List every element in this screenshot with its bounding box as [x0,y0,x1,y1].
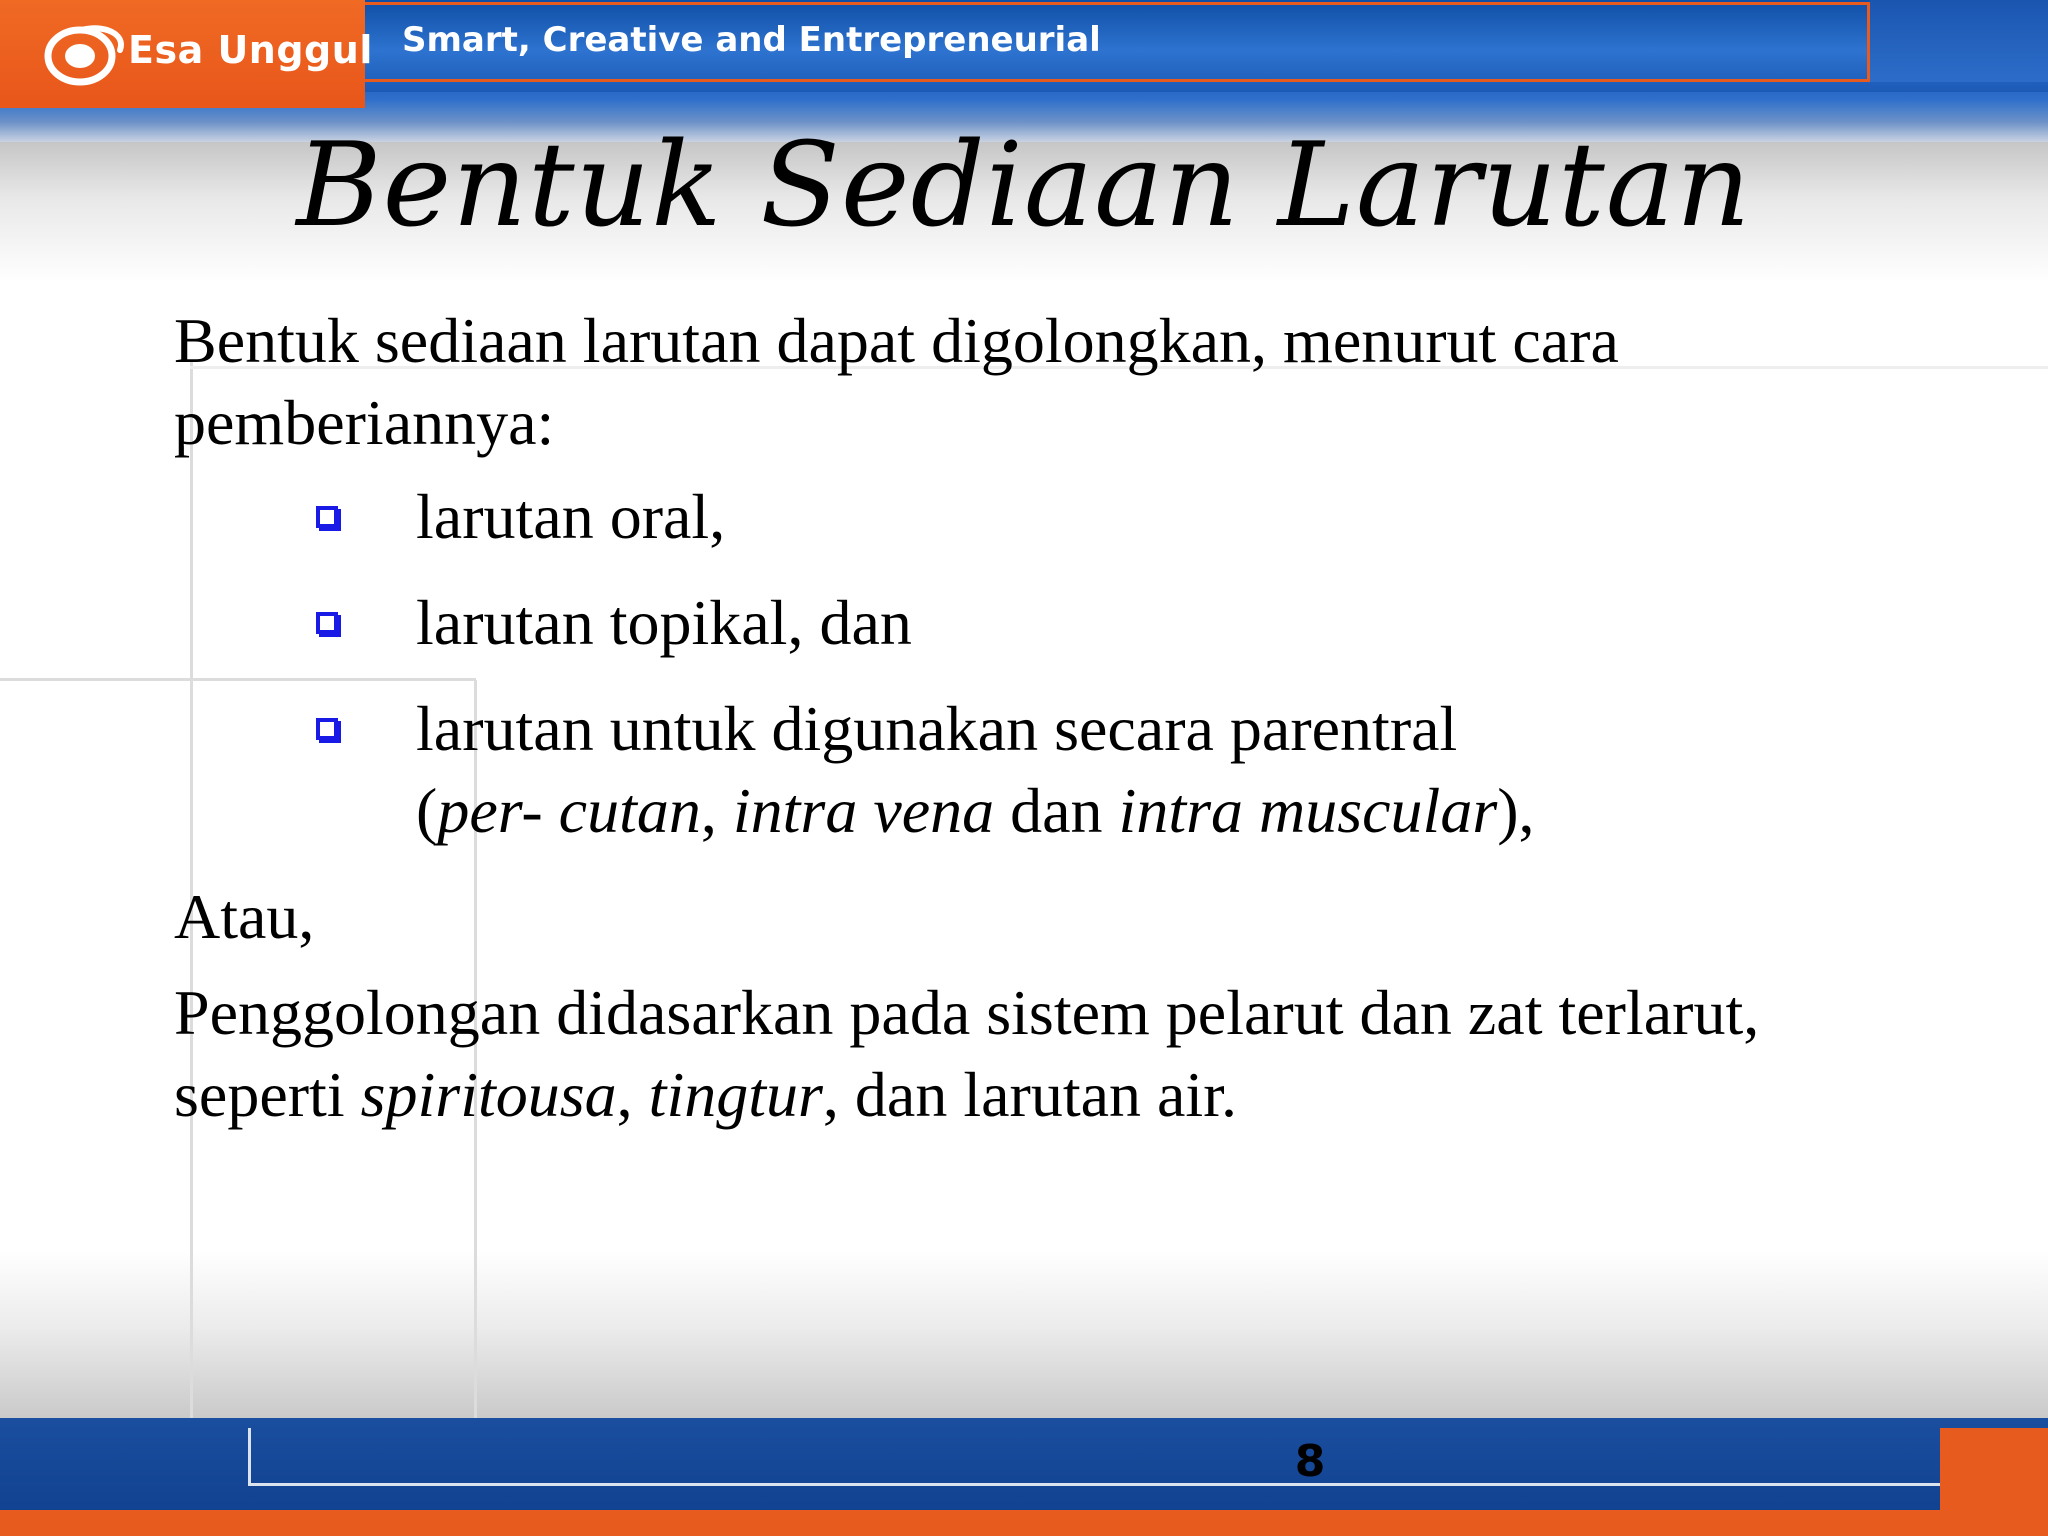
term-per-cutan: per- cutan [437,775,701,846]
university-logo [0,0,373,108]
closing-text: Penggolongan didasarkan pada sistem pelarut dan zat terlarut, seperti [174,977,1760,1130]
slide-title: Bentuk Sediaan Larutan [296,118,1752,253]
separator: , [700,775,733,846]
tagline: Smart, Creative and Entrepreneurial [402,20,1101,60]
list-item-text: larutan oral, [416,481,726,552]
footer-shadow [0,1250,2048,1420]
page-number: 8 [1294,1436,1326,1487]
list-item-text: larutan untuk digunakan secara parentral [416,693,1458,764]
bullet-list [174,476,1874,852]
hollow-square-bullet-icon [316,718,338,740]
footer-orange-strip [0,1510,2048,1536]
separator: , [616,1059,649,1130]
hollow-square-bullet-icon [316,612,338,634]
list-item [416,582,1874,664]
intro-paragraph: Bentuk sediaan larutan dapat digolongkan, menurut cara pemberiannya: [174,305,1619,458]
term-tingtur: tingtur [648,1059,823,1130]
closing-text-end: , dan larutan air. [822,1059,1237,1130]
logo-text: Esa Unggul [128,28,373,72]
term-intra-muscular: intra muscular [1118,775,1498,846]
esa-unggul-logo-icon [42,20,128,88]
paren-close: ), [1497,775,1535,846]
separator: dan [994,775,1119,846]
header-right-strip [1870,0,2048,82]
list-item-text: larutan topikal, dan [416,587,912,658]
slide-body [174,300,1874,1136]
hollow-square-bullet-icon [316,506,338,528]
list-item [416,476,1874,558]
or-paragraph: Atau, [174,881,315,952]
list-item-subtext [416,775,1535,846]
list-item [416,688,1874,852]
term-spiritousa: spiritousa [360,1059,617,1130]
paren-open: ( [416,775,438,846]
term-intra-vena: intra vena [732,775,995,846]
closing-paragraph [174,972,1874,1136]
footer-outline [248,1428,1940,1486]
